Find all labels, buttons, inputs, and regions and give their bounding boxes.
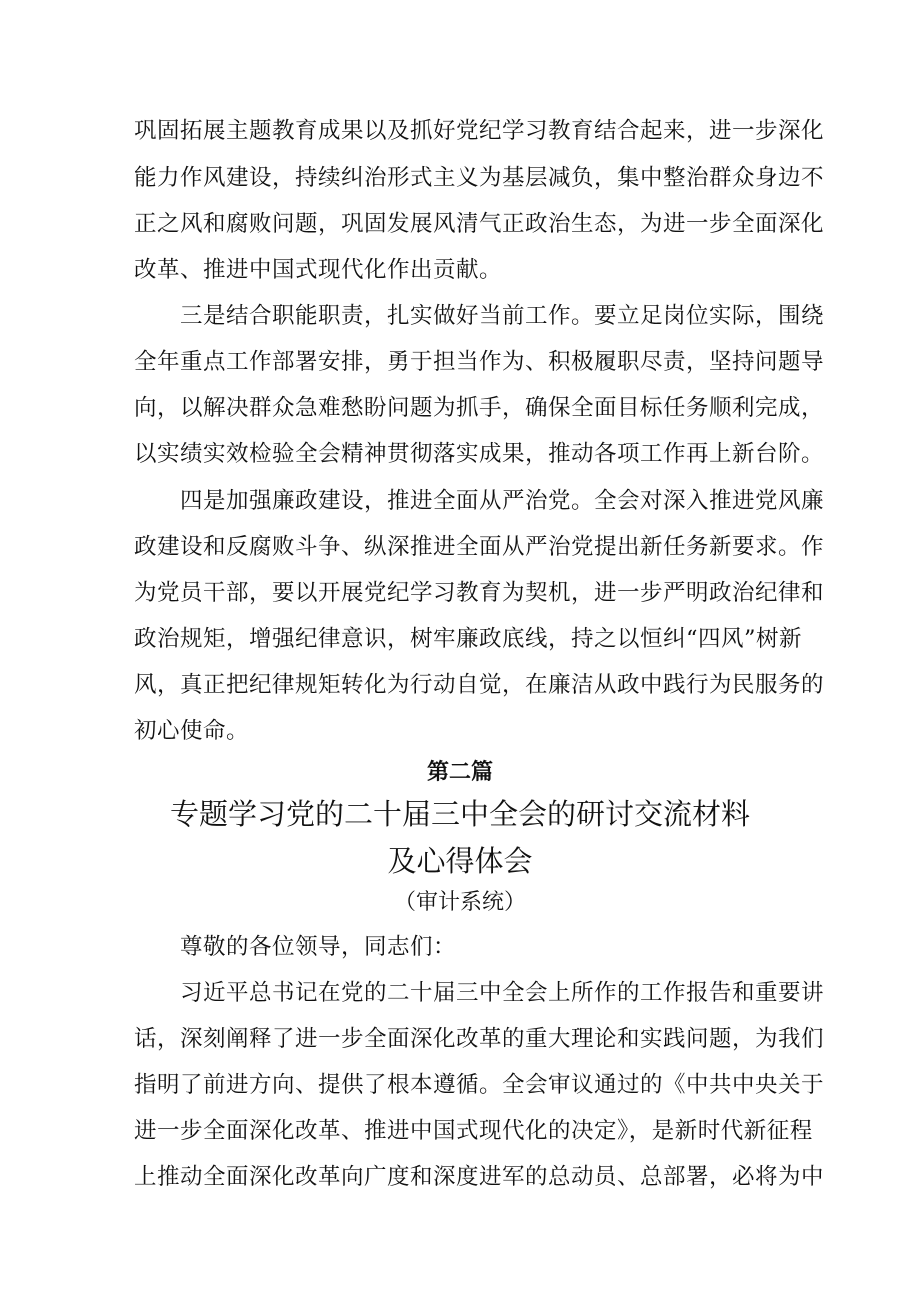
text-line: 风，真正把纪律规矩转化为行动自觉，在廉洁从政中践行为民服务的 bbox=[134, 672, 825, 698]
text-line: 政建设和反腐败斗争、纵深推进全面从严治党提出新任务新要求。作 bbox=[134, 534, 825, 560]
text-line: 四是加强廉政建设，推进全面从严治党。全会对深入推进党风廉 bbox=[180, 488, 825, 514]
text-line: 进一步全面深化改革、推进中国式现代化的决定》，是新时代新征程 bbox=[134, 1118, 813, 1144]
text-line: 初心使命。 bbox=[134, 718, 250, 744]
text-line: 全年重点工作部署安排，勇于担当作为、积极履职尽责，坚持问题导 bbox=[134, 349, 825, 375]
text-line: 政治规矩，增强纪律意识，树牢廉政底线，持之以恒纠“四风”树新 bbox=[134, 626, 803, 652]
text-line: 改革、推进中国式现代化作出贡献。 bbox=[134, 257, 503, 283]
text-line: 以实绩实效检验全会精神贯彻落实成果，推动各项工作再上新台阶。 bbox=[134, 441, 825, 467]
section-label: 第二篇 bbox=[426, 760, 493, 785]
text-line: 上推动全面深化改革向广度和深度进军的总动员、总部署，必将为中 bbox=[134, 1164, 825, 1190]
text-line: 话，深刻阐释了进一步全面深化改革的重大理论和实践问题，为我们 bbox=[134, 1026, 825, 1052]
text-line: 正之风和腐败问题，巩固发展风清气正政治生态，为进一步全面深化 bbox=[134, 211, 825, 237]
section-title-line-2: 及心得体会 bbox=[387, 844, 533, 878]
section-title-line-1: 专题学习党的二十届三中全会的研讨交流材料 bbox=[169, 797, 750, 831]
text-line: 巩固拓展主题教育成果以及抓好党纪学习教育结合起来，进一步深化 bbox=[134, 118, 825, 144]
section-subtitle: （审计系统） bbox=[393, 890, 526, 915]
text-line: 习近平总书记在党的二十届三中全会上所作的工作报告和重要讲 bbox=[180, 980, 825, 1006]
text-line: 能力作风建设，持续纠治形式主义为基层减负，集中整治群众身边不 bbox=[134, 165, 825, 191]
text-line: 向，以解决群众急难愁盼问题为抓手，确保全面目标任务顺利完成， bbox=[134, 395, 825, 421]
salutation: 尊敬的各位领导，同志们： bbox=[180, 934, 457, 960]
text-line: 指明了前进方向、提供了根本遵循。全会审议通过的《中共中央关于 bbox=[134, 1072, 825, 1098]
text-line: 为党员干部，要以开展党纪学习教育为契机，进一步严明政治纪律和 bbox=[134, 580, 825, 606]
text-line: 三是结合职能职责，扎实做好当前工作。要立足岗位实际，围绕 bbox=[180, 303, 825, 329]
